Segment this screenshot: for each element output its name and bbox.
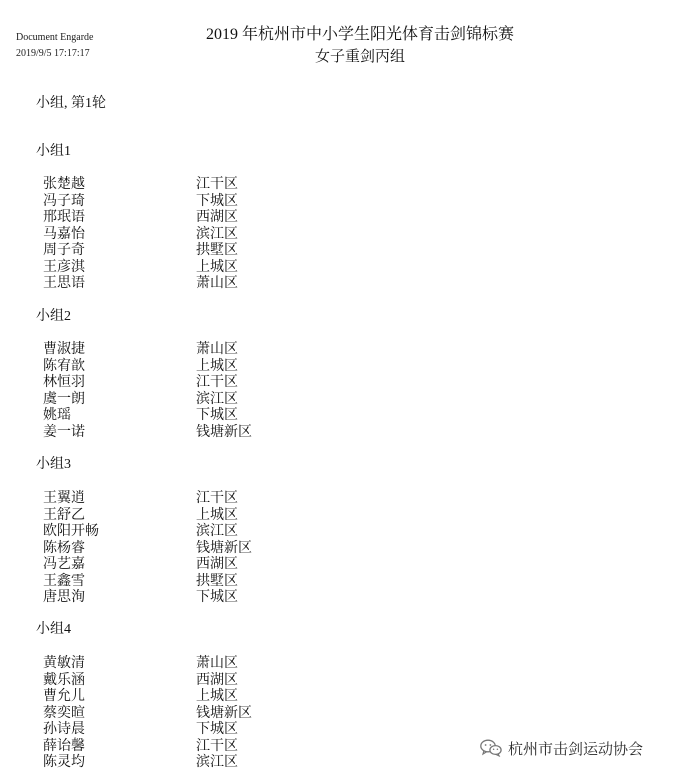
fencer-name: 戴乐涵	[43, 671, 85, 688]
fencer-row	[0, 523, 683, 540]
fencer-name: 周子奇	[43, 242, 85, 258]
fencer-row	[0, 275, 683, 292]
fencer-row	[0, 556, 683, 573]
fencer-club: 钱塘新区	[196, 539, 252, 556]
fencer-name: 邢珉语	[43, 209, 85, 225]
fencer-club: 拱墅区	[196, 572, 238, 589]
pool-list	[0, 341, 683, 440]
fencer-club: 拱墅区	[196, 242, 238, 258]
fencer-name: 唐思洵	[43, 589, 85, 605]
fencer-club: 江干区	[196, 737, 238, 754]
fencer-club: 下城区	[196, 721, 238, 737]
fencer-club: 上城区	[196, 688, 238, 704]
fencer-name: 林恒羽	[43, 374, 85, 390]
fencer-club: 西湖区	[196, 556, 238, 572]
fencer-name: 冯艺嘉	[43, 556, 85, 572]
watermark	[480, 736, 643, 760]
pool-title: 小组3	[36, 457, 71, 472]
fencer-name: 马嘉怡	[43, 225, 85, 242]
fencer-club: 江干区	[196, 176, 238, 192]
fencer-name: 陈宥歆	[43, 357, 85, 374]
fencer-row	[0, 226, 683, 243]
fencer-row	[0, 391, 683, 408]
fencer-name: 王彦淇	[43, 258, 85, 275]
fencer-name: 陈灵均	[43, 754, 85, 770]
fencer-name: 孙诗晨	[43, 721, 85, 737]
fencer-row	[0, 507, 683, 524]
pool-title: 小组2	[36, 309, 71, 324]
fencer-club: 滨江区	[196, 390, 238, 407]
fencer-club: 上城区	[196, 357, 238, 374]
fencer-row	[0, 374, 683, 391]
fencer-name: 欧阳开畅	[43, 523, 99, 539]
fencer-name: 曹允儿	[43, 688, 85, 704]
fencer-row	[0, 705, 683, 722]
fencer-name: 姜一诺	[43, 423, 85, 440]
print-datetime: 2019/9/5 17:17:17	[16, 48, 90, 59]
fencer-name: 黄敏清	[43, 655, 85, 671]
fencer-name: 薛诒馨	[43, 737, 85, 754]
fencer-row	[0, 655, 683, 672]
fencer-name: 冯子琦	[43, 192, 85, 209]
fencer-club: 下城区	[196, 407, 238, 423]
document-meta	[16, 30, 93, 62]
fencer-club: 滨江区	[196, 225, 238, 242]
fencer-name: 蔡奕暄	[43, 704, 85, 721]
fencer-row	[0, 424, 683, 441]
fencer-row	[0, 209, 683, 226]
fencer-row	[0, 259, 683, 276]
fencer-row	[0, 490, 683, 507]
fencer-name: 虞一朗	[43, 390, 85, 407]
fencer-name: 曹淑捷	[43, 341, 85, 357]
software-name: Document Engarde	[16, 32, 94, 43]
fencer-row	[0, 407, 683, 424]
pool-title: 小组1	[36, 144, 71, 159]
fencer-name: 张楚越	[43, 176, 85, 192]
fencer-row	[0, 672, 683, 689]
fencer-club: 上城区	[196, 506, 238, 523]
page-title: 2019 年杭州市中小学生阳光体育击剑锦标赛	[205, 26, 514, 43]
pool-list	[0, 490, 683, 606]
wechat-icon	[480, 739, 502, 757]
watermark-text: 杭州市击剑运动协会	[508, 739, 644, 758]
fencer-name: 陈杨睿	[43, 539, 85, 556]
round-label: 小组, 第1轮	[36, 96, 106, 111]
pool-list	[0, 176, 683, 292]
fencer-row	[0, 341, 683, 358]
fencer-name: 王翼逍	[43, 490, 85, 506]
fencer-row	[0, 589, 683, 606]
fencer-club: 江干区	[196, 374, 238, 390]
fencer-club: 萧山区	[196, 341, 238, 357]
fencer-club: 西湖区	[196, 671, 238, 688]
fencer-club: 钱塘新区	[196, 423, 252, 440]
fencer-name: 王舒乙	[43, 506, 85, 523]
fencer-club: 滨江区	[196, 523, 238, 539]
document-title-block	[150, 24, 570, 68]
fencer-club: 西湖区	[196, 209, 238, 225]
fencer-club: 钱塘新区	[196, 704, 252, 721]
fencer-club: 萧山区	[196, 655, 238, 671]
page-subtitle: 女子重剑丙组	[314, 49, 405, 65]
fencer-row	[0, 193, 683, 210]
fencer-club: 萧山区	[196, 275, 238, 291]
fencer-row	[0, 540, 683, 557]
fencer-row	[0, 688, 683, 705]
fencer-row	[0, 573, 683, 590]
pool-title: 小组4	[36, 622, 71, 637]
fencer-row	[0, 242, 683, 259]
fencer-name: 王思语	[43, 275, 85, 291]
fencer-club: 上城区	[196, 258, 238, 275]
fencer-club: 滨江区	[196, 754, 238, 770]
fencer-club: 下城区	[196, 192, 238, 209]
fencer-name: 姚瑶	[43, 407, 71, 423]
fencer-club: 下城区	[196, 589, 238, 605]
fencer-club: 江干区	[196, 490, 238, 506]
fencer-name: 王鑫雪	[43, 572, 85, 589]
fencer-row	[0, 176, 683, 193]
fencer-row	[0, 358, 683, 375]
